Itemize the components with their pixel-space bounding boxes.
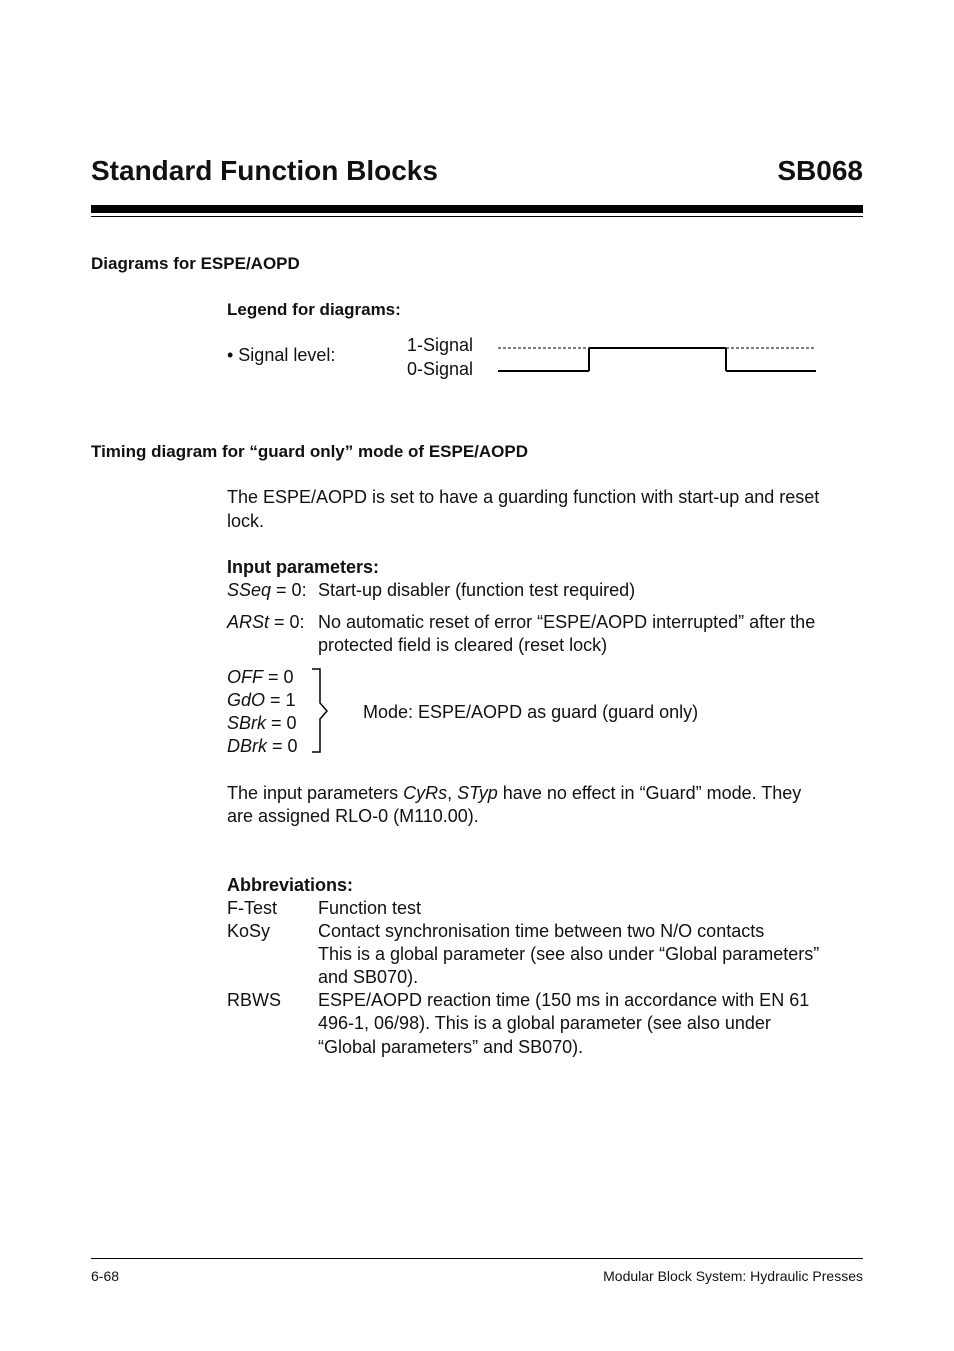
abbr-rbws-desc-1: ESPE/AOPD reaction time (150 ms in accordance with EN 61 xyxy=(318,990,810,1010)
footer-rule xyxy=(91,1258,863,1259)
param-sseq-name: SSeq xyxy=(227,580,272,600)
block-code: SB068 xyxy=(777,155,863,186)
abbr-rbws-desc-2: 496-1, 06/98). This is a global parameter (see also under xyxy=(318,1013,771,1033)
param-value: = 0 xyxy=(267,736,298,756)
abbr-kosy: KoSy xyxy=(227,921,271,941)
abbr-ftest: F-Test xyxy=(227,898,278,918)
abbr-ftest-desc: Function test xyxy=(318,898,422,918)
document-title: Modular Block System: Hydraulic Presses xyxy=(603,1268,863,1284)
abbr-kosy-desc-2: This is a global parameter (see also under “Global parameters” xyxy=(318,944,820,964)
signal-low-label: 0-Signal xyxy=(407,359,474,379)
page-title: Standard Function Blocks xyxy=(91,155,438,186)
abbr-kosy-desc-1: Contact synchronisation time between two N/O contacts xyxy=(318,921,765,941)
param-arst-desc-1: No automatic reset of error “ESPE/AOPD interrupted” after the xyxy=(318,612,816,632)
note-line-1 xyxy=(227,783,801,804)
param-value: = 0 xyxy=(263,667,294,687)
mode-description: Mode: ESPE/AOPD as guard (guard only) xyxy=(363,702,699,722)
note-line-2: are assigned RLO-0 (M110.00). xyxy=(227,806,479,826)
note-cyrs: CyRs xyxy=(403,783,448,803)
param-sseq-eq: = 0: xyxy=(271,580,307,600)
input-params-heading: Input parameters: xyxy=(227,557,380,577)
page-number: 6-68 xyxy=(91,1268,120,1284)
note-comma: , xyxy=(447,783,458,803)
abbr-rbws: RBWS xyxy=(227,990,281,1010)
legend-bullet: • Signal level: xyxy=(227,345,336,365)
intro-line-2: lock. xyxy=(227,511,265,531)
abbr-rbws-desc-3: “Global parameters” and SB070). xyxy=(318,1037,584,1057)
param-name: GdO xyxy=(227,690,266,710)
note-text: have no effect in “Guard” mode. They xyxy=(497,783,802,803)
abbr-kosy-desc-3: and SB070). xyxy=(318,967,419,987)
param-value: = 0 xyxy=(266,713,297,733)
param-name: DBrk xyxy=(227,736,267,756)
signal-high-label: 1-Signal xyxy=(407,335,474,355)
abbreviations-heading: Abbreviations: xyxy=(227,875,354,895)
param-name: SBrk xyxy=(227,713,267,733)
param-value: = 1 xyxy=(265,690,296,710)
param-arst-desc-2: protected field is cleared (reset lock) xyxy=(318,635,608,655)
note-text: The input parameters xyxy=(227,783,404,803)
intro-line-1: The ESPE/AOPD is set to have a guarding function with start-up and reset xyxy=(227,487,820,507)
note-styp: STyp xyxy=(457,783,498,803)
param-arst-name: ARSt xyxy=(227,612,270,632)
section-heading-diagrams: Diagrams for ESPE/AOPD xyxy=(91,254,300,273)
param-name: OFF xyxy=(227,667,263,687)
param-arst-eq: = 0: xyxy=(269,612,305,632)
legend-heading: Legend for diagrams: xyxy=(227,300,401,319)
param-sseq-desc: Start-up disabler (function test required) xyxy=(318,580,636,600)
section-heading-timing: Timing diagram for “guard only” mode of ESPE/AOPD xyxy=(91,442,529,461)
